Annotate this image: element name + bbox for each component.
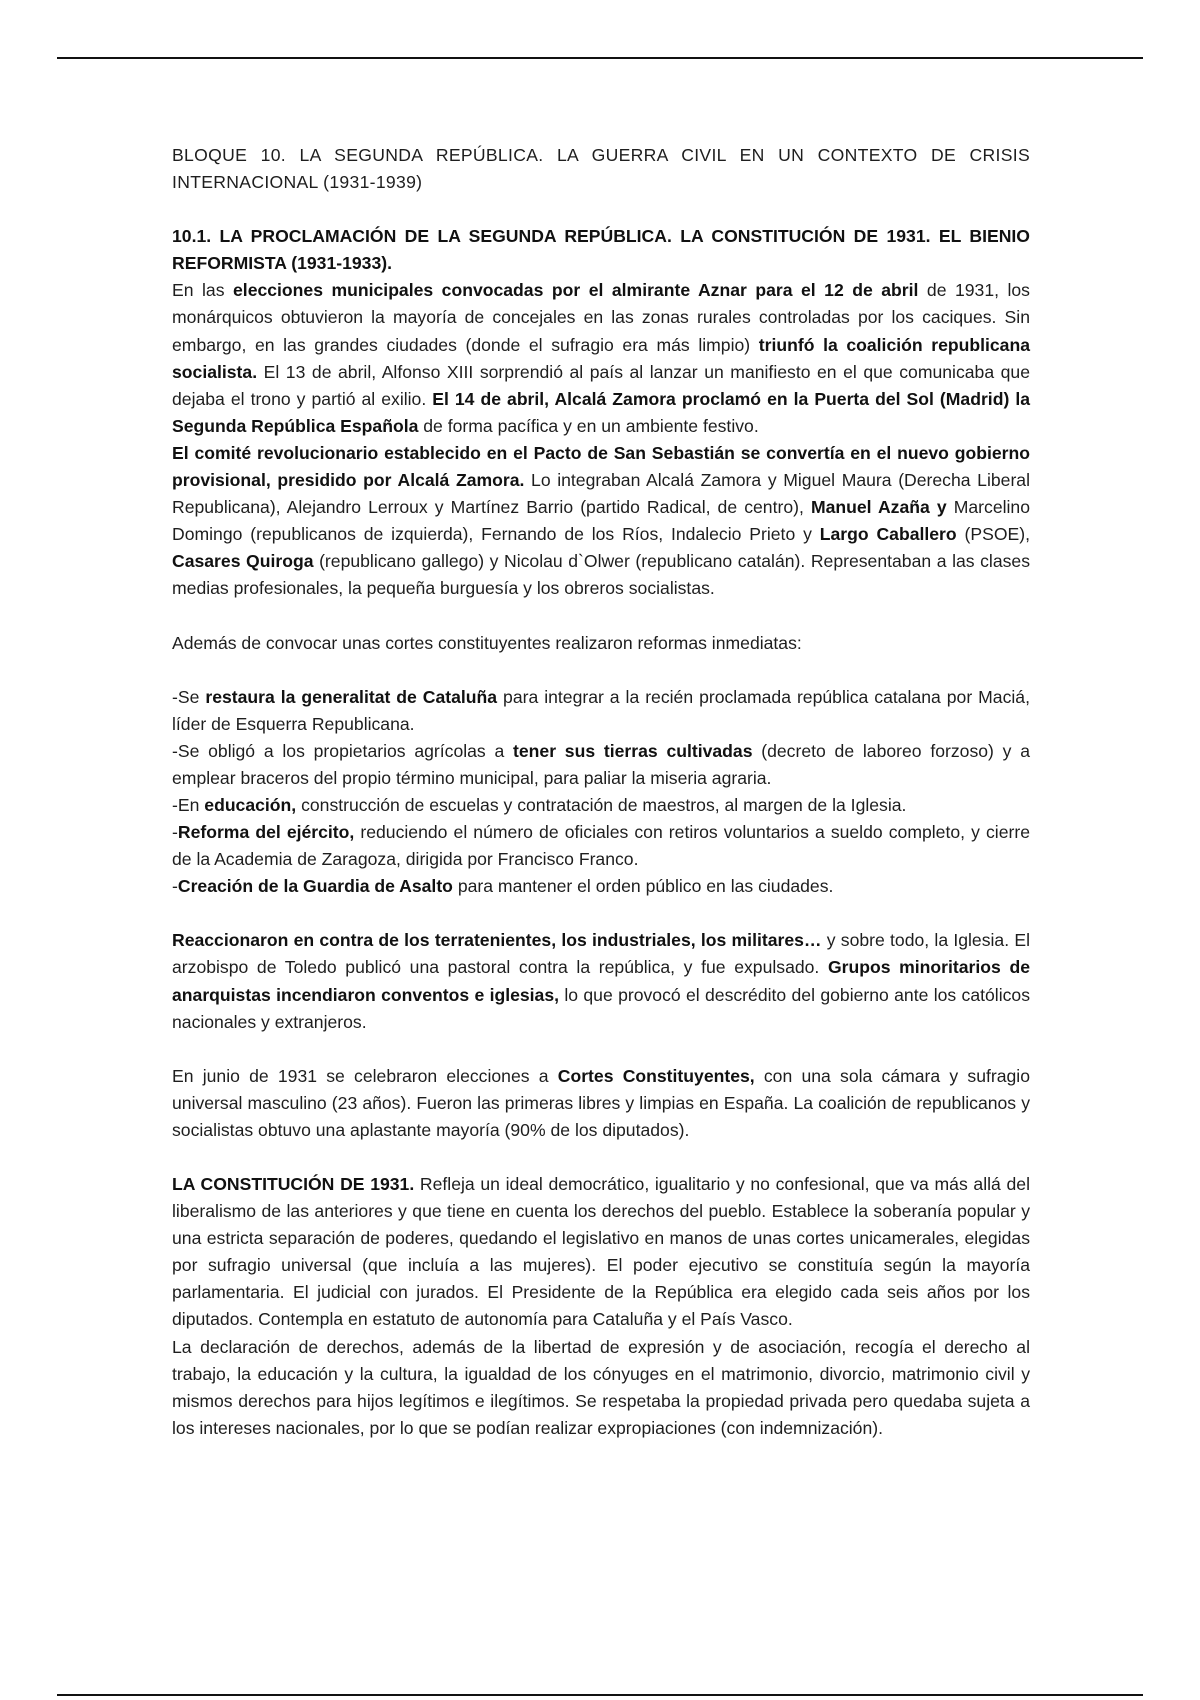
top-rule	[57, 57, 1143, 59]
spacer	[172, 657, 1030, 684]
block-title: BLOQUE 10. LA SEGUNDA REPÚBLICA. LA GUERRA CIVIL EN UN CONTEXTO DE CRISIS INTERNACIONAL (1931-1939)	[172, 145, 1030, 193]
reform-item: -Se restaura la generalitat de Cataluña para integrar a la recién proclamada república catalana por Maciá, líder de Esquerra Republicana.	[172, 686, 1030, 734]
reform-item: -Se obligó a los propietarios agrícolas a tener sus tierras cultivadas (decreto de laboreo forzoso) y a emplear braceros del propio término municipal, para paliar la miseria agraria.	[172, 740, 1030, 788]
paragraph-constitution: LA CONSTITUCIÓN DE 1931. Refleja un ideal democrático, igualitario y no confesional, que va más allá del liberalismo de las anteriores y que tiene en cuenta los derechos del pueblo. Establece la soberanía popular y una estricta separación de poderes, quedando el legislativo en manos de unas cortes unicamerales, elegidas por sufragio universal (que incluía a las mujeres). El poder ejecutivo se constituía según la mayoría parlamentaria. El judicial con jurados. El Presidente de la República era elegido cada seis años por los diputados. Contempla en estatuto de autonomía para Cataluña y el País Vasco.	[172, 1174, 1030, 1330]
paragraph-rights: La declaración de derechos, además de la libertad de expresión y de asociación, recogía el derecho al trabajo, la educación y la cultura, la igualdad de los cónyuges en el matrimonio, divorcio, matrimonio civil y mismos derechos para hijos legítimos e ilegítimos. Se respetaba la propiedad privada pero quedaba sujeta a los intereses nacionales, por lo que se podían realizar expropiaciones (con indemnización).	[172, 1336, 1030, 1438]
spacer	[172, 603, 1030, 630]
spacer	[172, 900, 1030, 927]
spacer	[172, 196, 1030, 223]
paragraph-reforms-intro: Además de convocar unas cortes constituyentes realizaron reformas inmediatas:	[172, 632, 802, 653]
paragraph-cortes: En junio de 1931 se celebraron elecciones a Cortes Constituyentes, con una sola cámara y sufragio universal masculino (23 años). Fueron las primeras libres y limpias en España. La coalición de republicanos y socialistas obtuvo una aplastante mayoría (90% de los diputados).	[172, 1065, 1031, 1140]
document-body	[172, 142, 1030, 1442]
spacer	[172, 1036, 1030, 1063]
paragraph-elections: En las elecciones municipales convocadas por el almirante Aznar para el 12 de abril de 1931, los monárquicos obtuvieron la mayoría de concejales en las zonas rurales controladas por los caciques. Sin embargo, en las grandes ciudades (donde el sufragio era más limpio) triunfó la coalición republicana socialista. El 13 de abril, Alfonso XIII sorprendió al país al lanzar un manifiesto en el que comunicaba que dejaba el trono y partió al exilio. El 14 de abril, Alcalá Zamora proclamó en la Puerta del Sol (Madrid) la Segunda República Española de forma pacífica y en un ambiente festivo.	[172, 280, 1030, 436]
spacer	[172, 1144, 1030, 1171]
paragraph-provisional-government: El comité revolucionario establecido en el Pacto de San Sebastián se convertía en el nuevo gobierno provisional, presidido por Alcalá Zamora. Lo integraban Alcalá Zamora y Miguel Maura (Derecha Liberal Republicana), Alejandro Lerroux y Martínez Barrio (partido Radical, de centro), Manuel Azaña y Marcelino Domingo (republicanos de izquierda), Fernando de los Ríos, Indalecio Prieto y Largo Caballero (PSOE), Casares Quiroga (republicano gallego) y Nicolau d`Olwer (republicano catalán). Representaban a las clases medias profesionales, la pequeña burguesía y los obreros socialistas.	[172, 442, 1030, 599]
reform-item: -En educación, construcción de escuelas y contratación de maestros, al margen de la Iglesia.	[172, 794, 907, 815]
paragraph-reaction: Reaccionaron en contra de los terratenientes, los industriales, los militares… y sobre todo, la Iglesia. El arzobispo de Toledo publicó una pastoral contra la república, y fue expulsado. Grupos minoritarios de anarquistas incendiaron conventos e iglesias, lo que provocó el descrédito del gobierno ante los católicos nacionales y extranjeros.	[172, 930, 1030, 1032]
bottom-rule	[57, 1694, 1143, 1696]
section-heading: 10.1. LA PROCLAMACIÓN DE LA SEGUNDA REPÚBLICA. LA CONSTITUCIÓN DE 1931. EL BIENIO REFORMISTA (1931-1933).	[172, 226, 1030, 274]
reform-item: -Reforma del ejército, reduciendo el número de oficiales con retiros voluntarios a sueldo completo, y cierre de la Academia de Zaragoza, dirigida por Francisco Franco.	[172, 822, 1030, 870]
reform-item: -Creación de la Guardia de Asalto para mantener el orden público en las ciudades.	[172, 876, 834, 897]
